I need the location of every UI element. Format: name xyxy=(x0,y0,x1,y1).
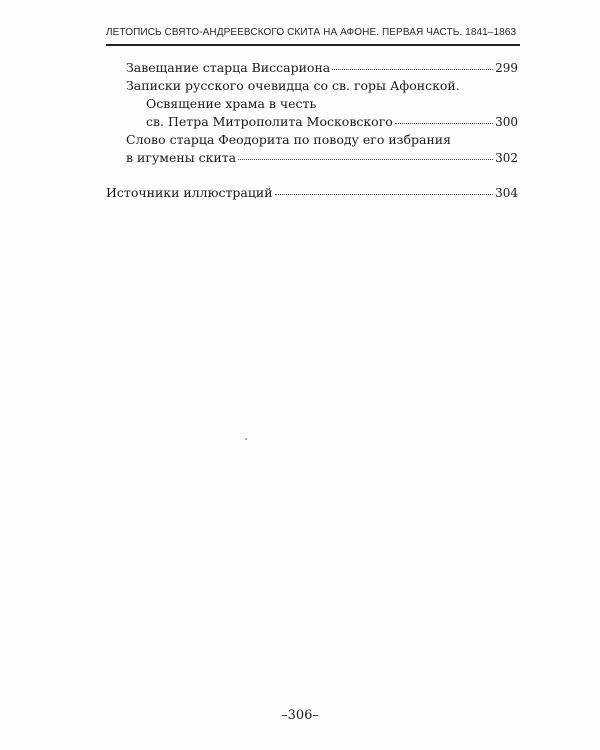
dot-leader xyxy=(275,182,494,195)
dot-leader xyxy=(395,111,493,124)
toc-entry-title: Слово старца Феодорита по поводу его избрания xyxy=(126,132,451,147)
toc-entry xyxy=(106,77,518,95)
running-header: ЛЕТОПИСЬ СВЯТО-АНДРЕЕВСКОГО СКИТА НА АФОНЕ. ПЕРВАЯ ЧАСТЬ. 1841–1863 xyxy=(106,27,517,38)
print-speck xyxy=(245,438,247,440)
toc-entry-title: Завещание старца Виссариона xyxy=(126,60,331,75)
toc-entry-page: 299 xyxy=(495,61,518,75)
dot-leader xyxy=(332,57,493,70)
header-rule xyxy=(106,44,520,46)
toc-entry[interactable] xyxy=(106,184,518,202)
toc-entry-title: св. Петра Митрополита Московского xyxy=(146,114,393,129)
page-number: –306– xyxy=(281,708,319,723)
toc-entry-title: Записки русского очевидца со св. горы Афонской. xyxy=(126,78,460,93)
toc-entry-page: 300 xyxy=(495,115,518,129)
toc-entry-title: Освящение храма в честь xyxy=(146,96,317,111)
toc-entry-page: 304 xyxy=(495,186,518,200)
table-of-contents xyxy=(106,59,518,202)
toc-entry[interactable] xyxy=(106,149,518,167)
toc-entry[interactable] xyxy=(106,59,518,77)
toc-entry-title: в игумены скита xyxy=(126,150,237,165)
toc-entry[interactable] xyxy=(106,113,518,131)
toc-entry-title: Источники иллюстраций xyxy=(106,185,273,200)
dot-leader xyxy=(238,147,493,160)
toc-entry-page: 302 xyxy=(495,151,518,165)
